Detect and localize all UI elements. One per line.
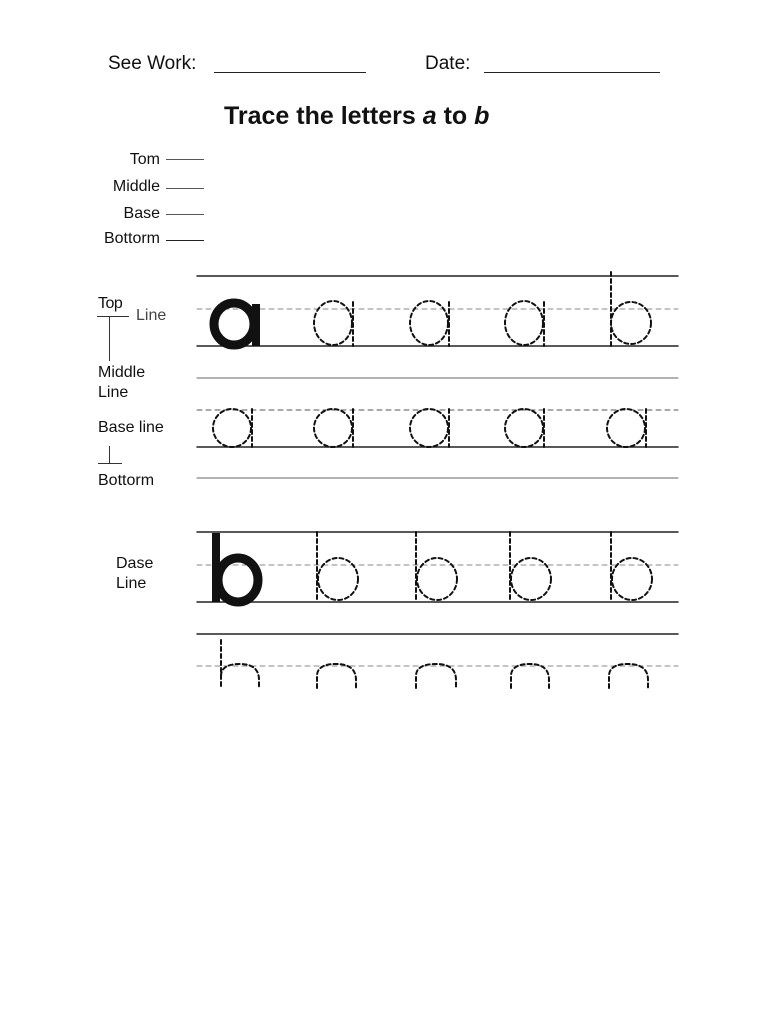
side-label-dase: Dase (116, 555, 154, 572)
row4-trace-letter-n-3 (511, 664, 549, 688)
row2-trace-letter-a-2 (314, 409, 353, 447)
row4-trace-letter-n-2 (416, 664, 456, 688)
row2-trace-letter-a-3 (410, 409, 449, 447)
title-letter-b: b (474, 102, 490, 130)
date-label: Date: (425, 53, 471, 74)
see-work-label: See Work: (108, 53, 197, 74)
row1-trace-letter-a-3 (505, 301, 544, 346)
legend-label-base: Base (123, 205, 160, 222)
row2-trace-letter-a-1 (213, 409, 252, 447)
side-label-middle-line: Line (98, 384, 129, 401)
row3-model-letter-b (216, 533, 258, 602)
legend-label-bottom: Bottorm (103, 230, 160, 247)
row1-trace-letter-a-1 (314, 301, 353, 346)
row4-trace-letter-n-4 (609, 664, 648, 688)
legend-label-tom: Tom (129, 151, 160, 168)
title-letter-a: a (422, 102, 437, 130)
row3-trace-letter-b-3 (510, 532, 551, 602)
row2-trace-letter-a-5 (607, 409, 646, 447)
side-label-dase-line: Line (116, 575, 147, 592)
row3-trace-letter-b-1 (317, 532, 358, 602)
row3-trace-letter-b-2 (416, 532, 457, 602)
side-label-line: Line (136, 307, 167, 324)
row4-trace-letter-h (221, 640, 259, 688)
row3-trace-letter-b-4 (611, 532, 652, 602)
row2-trace-letter-a-4 (505, 409, 544, 447)
side-label-middle: Middle (98, 364, 146, 381)
title-middle: to (436, 102, 475, 130)
side-label-bottom: Bottorm (98, 472, 155, 489)
side-label-base-line: Base line (98, 419, 164, 436)
title-prefix: Trace the letters (224, 102, 423, 130)
row1-trace-letter-a-2 (410, 301, 449, 346)
side-label-top: Top (98, 295, 123, 312)
legend-label-middle: Middle (112, 178, 160, 195)
row4-trace-letter-n-1 (317, 664, 356, 688)
